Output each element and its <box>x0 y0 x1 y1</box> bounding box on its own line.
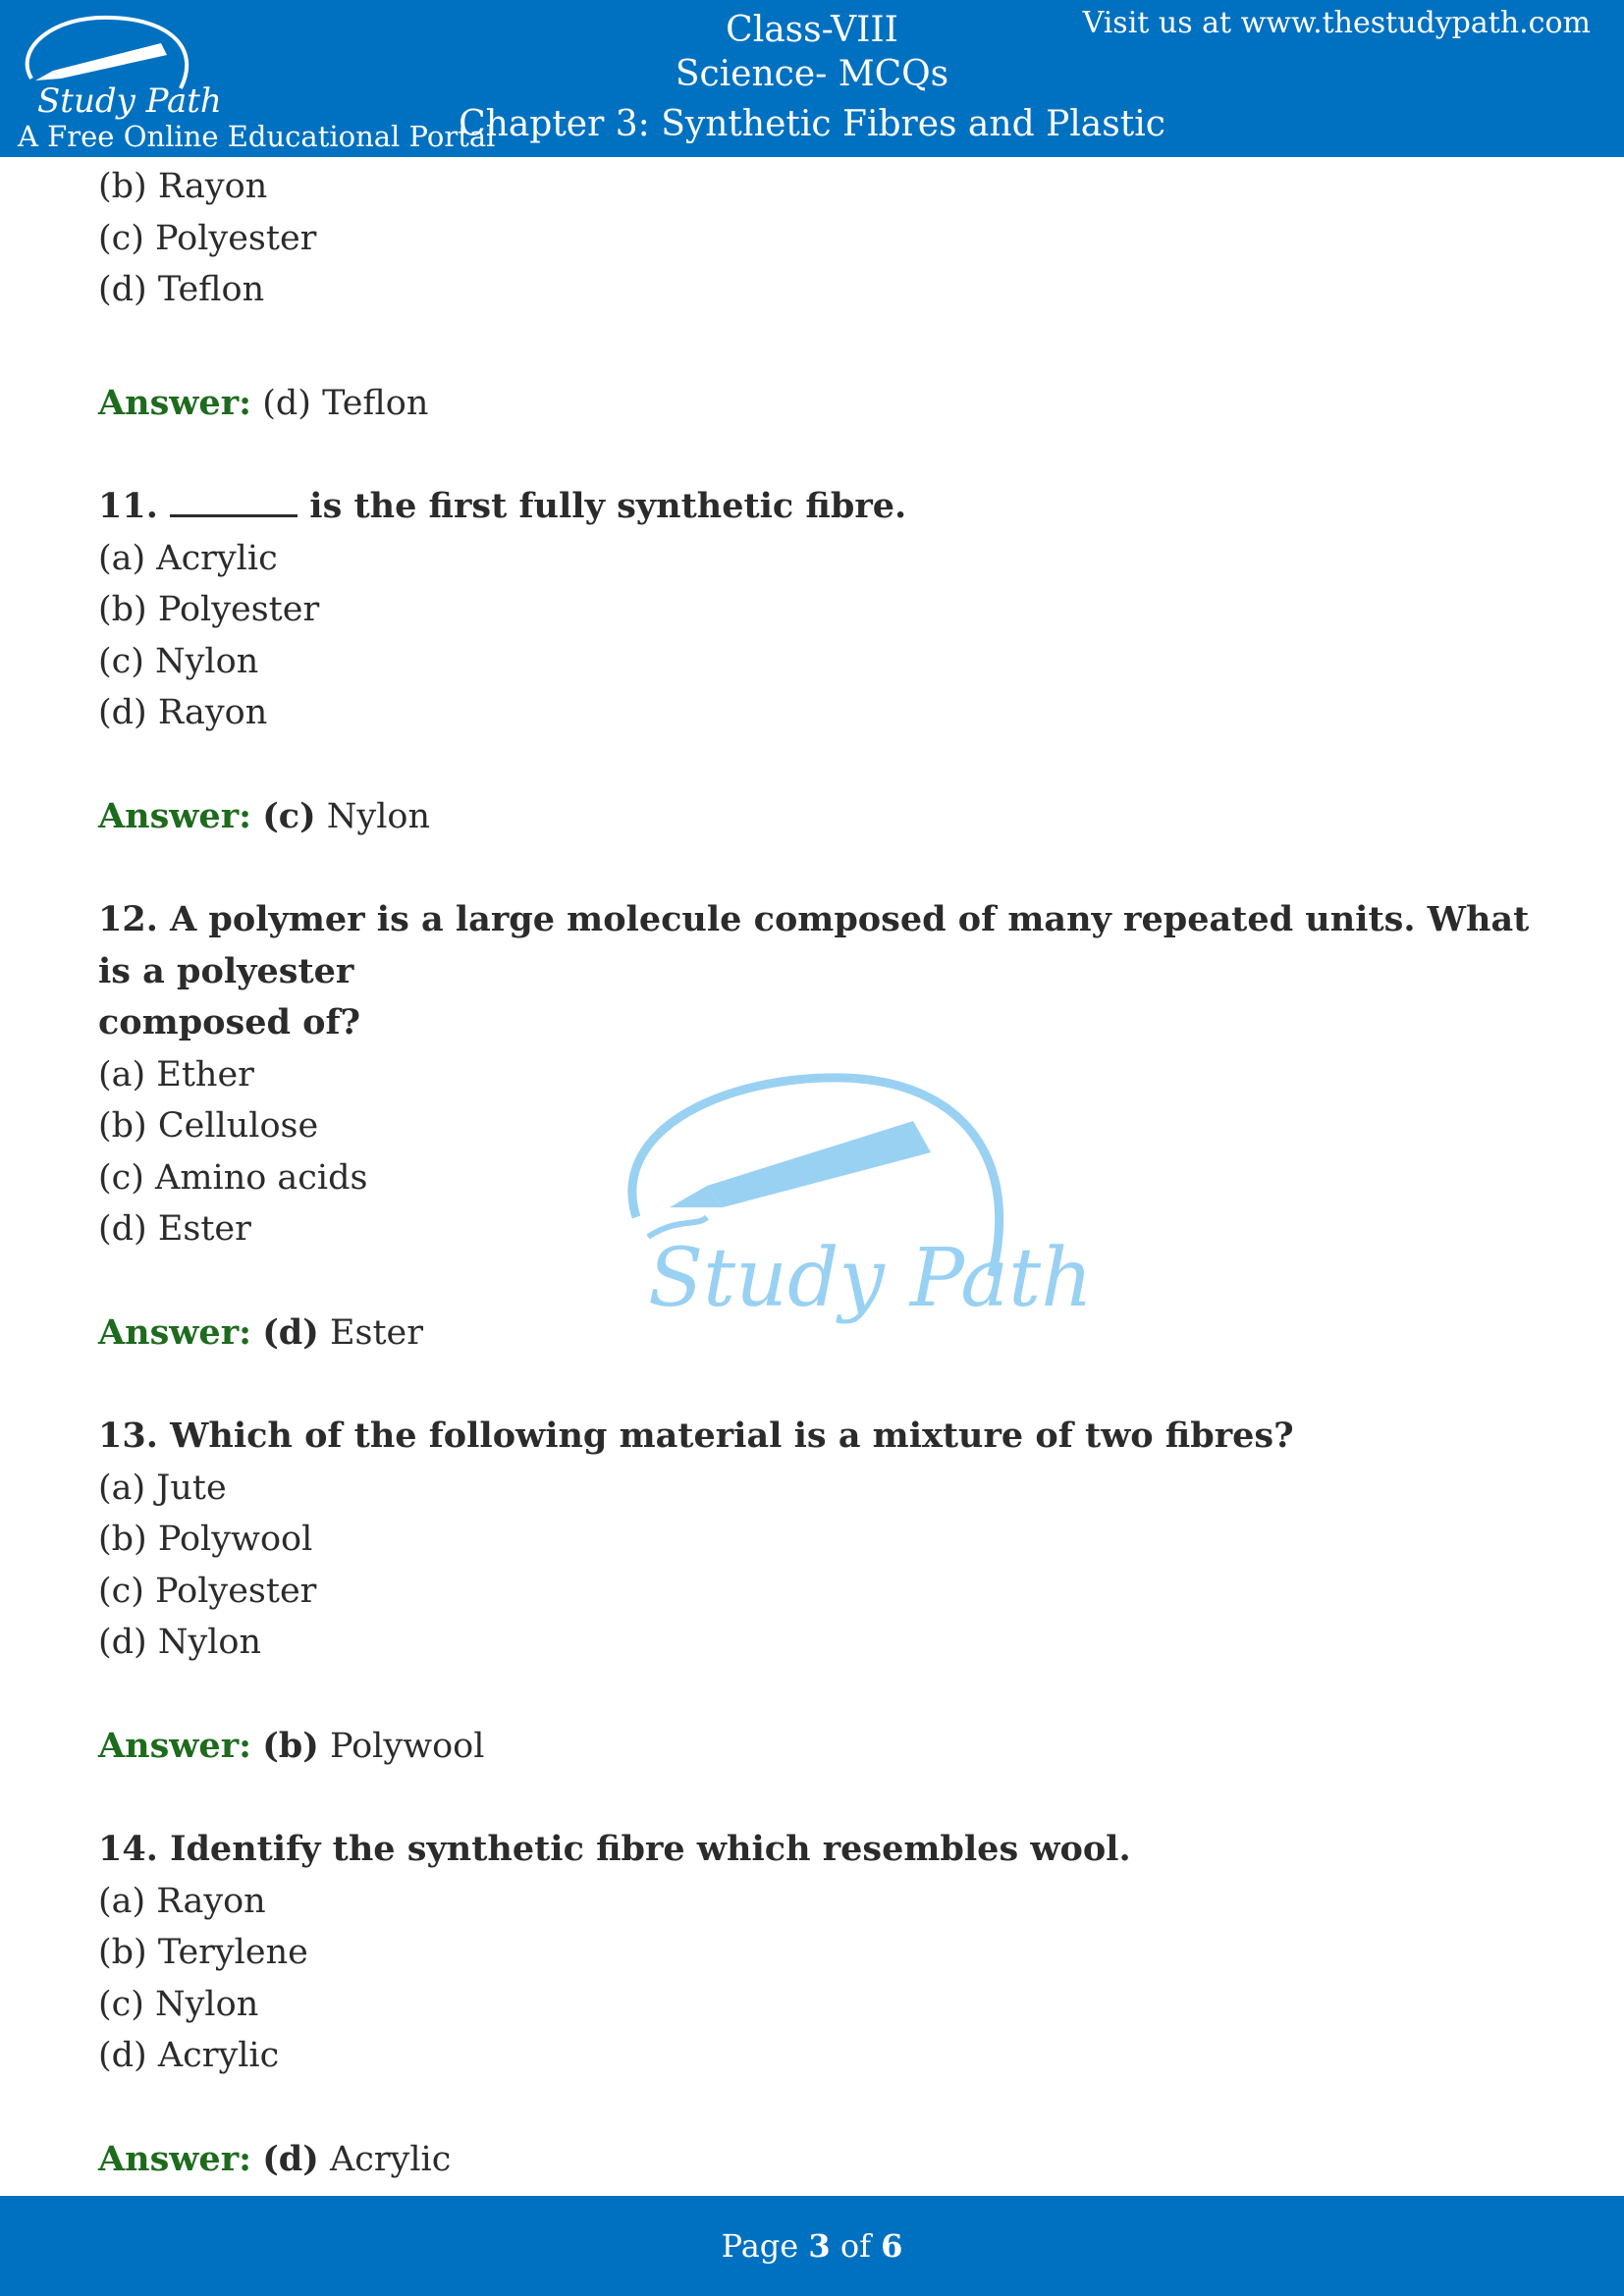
option-b: (b) Polywool <box>98 1520 313 1559</box>
answer <box>98 1721 1532 1773</box>
of-word: of <box>839 2227 871 2265</box>
answer-label: Answer: <box>98 1725 252 1766</box>
option-a: (a) Rayon <box>98 1881 266 1921</box>
answer <box>98 378 1532 430</box>
answer-label: Answer: <box>98 2138 252 2179</box>
continued-question <box>98 161 1532 429</box>
question-number: 11. <box>98 486 158 526</box>
question-text: 14. Identify the synthetic fibre which resembles wool. <box>98 1829 1131 1869</box>
answer-label: Answer: <box>98 1311 252 1353</box>
option-d: (d) Nylon <box>98 1623 262 1662</box>
option-d: (d) Rayon <box>98 693 268 732</box>
question-text-line-1: 12. A polymer is a large molecule composed of many repeated units. What is a polyester <box>98 899 1530 991</box>
option-d: (d) Acrylic <box>98 2036 280 2075</box>
option-d: (d) Ester <box>98 1209 251 1249</box>
answer-letter: (d) <box>262 2138 319 2179</box>
answer-text: Polywool <box>329 1726 485 1766</box>
answer-text: Nylon <box>326 796 431 836</box>
study-path-watermark <box>619 1070 1093 1325</box>
question-rest: is the first fully synthetic fibre. <box>309 486 907 526</box>
answer-label: Answer: <box>98 382 252 423</box>
visit-link[interactable]: Visit us at www.thestudypath.com <box>1082 6 1591 40</box>
page-header <box>0 0 1624 157</box>
option-c: (c) Polyester <box>98 218 317 258</box>
option-c: (c) Amino acids <box>98 1157 368 1198</box>
question-text-line-2: composed of? <box>98 1002 361 1042</box>
option-c: (c) Polyester <box>98 1571 317 1611</box>
question-13 <box>98 1411 1532 1772</box>
answer-letter: (d) <box>262 1311 319 1353</box>
option-c: (c) Nylon <box>98 1984 259 2024</box>
current-page: 3 <box>808 2227 831 2265</box>
answer-text: Ester <box>329 1312 423 1353</box>
answer-text: Teflon <box>322 383 429 423</box>
option-b: (b) Cellulose <box>98 1106 319 1146</box>
watermark-text: Study Path <box>648 1232 1093 1325</box>
answer-letter: (b) <box>262 1725 319 1766</box>
option-a: (a) Ether <box>98 1054 254 1095</box>
answer-text: Acrylic <box>329 2139 452 2179</box>
answer-letter: (d) <box>262 383 311 423</box>
question-text: 13. Which of the following material is a mixture of two fibres? <box>98 1415 1294 1456</box>
page-word: Page <box>721 2227 799 2265</box>
answer <box>98 791 1532 843</box>
header-class: Class-VIII <box>726 10 898 50</box>
question-text <box>98 481 1532 533</box>
answer-label: Answer: <box>98 795 252 836</box>
answer-letter: (c) <box>262 795 316 836</box>
logo-text: Study Path <box>37 81 222 121</box>
option-d: (d) Teflon <box>98 270 265 309</box>
option-b: (b) Terylene <box>98 1933 308 1972</box>
option-b: (b) Rayon <box>98 167 268 206</box>
page-footer <box>0 2196 1624 2296</box>
question-14 <box>98 1824 1532 2185</box>
header-subject: Science- MCQs <box>675 54 949 94</box>
tagline: A Free Online Educational Portal <box>18 120 496 153</box>
option-a: (a) Acrylic <box>98 538 278 578</box>
total-pages: 6 <box>881 2227 903 2265</box>
answer <box>98 2134 1532 2186</box>
option-c: (c) Nylon <box>98 641 259 681</box>
option-a: (a) Jute <box>98 1468 227 1508</box>
fill-in-blank <box>170 485 298 517</box>
header-chapter: Chapter 3: Synthetic Fibres and Plastic <box>459 104 1165 144</box>
option-b: (b) Polyester <box>98 590 320 629</box>
question-11 <box>98 481 1532 842</box>
